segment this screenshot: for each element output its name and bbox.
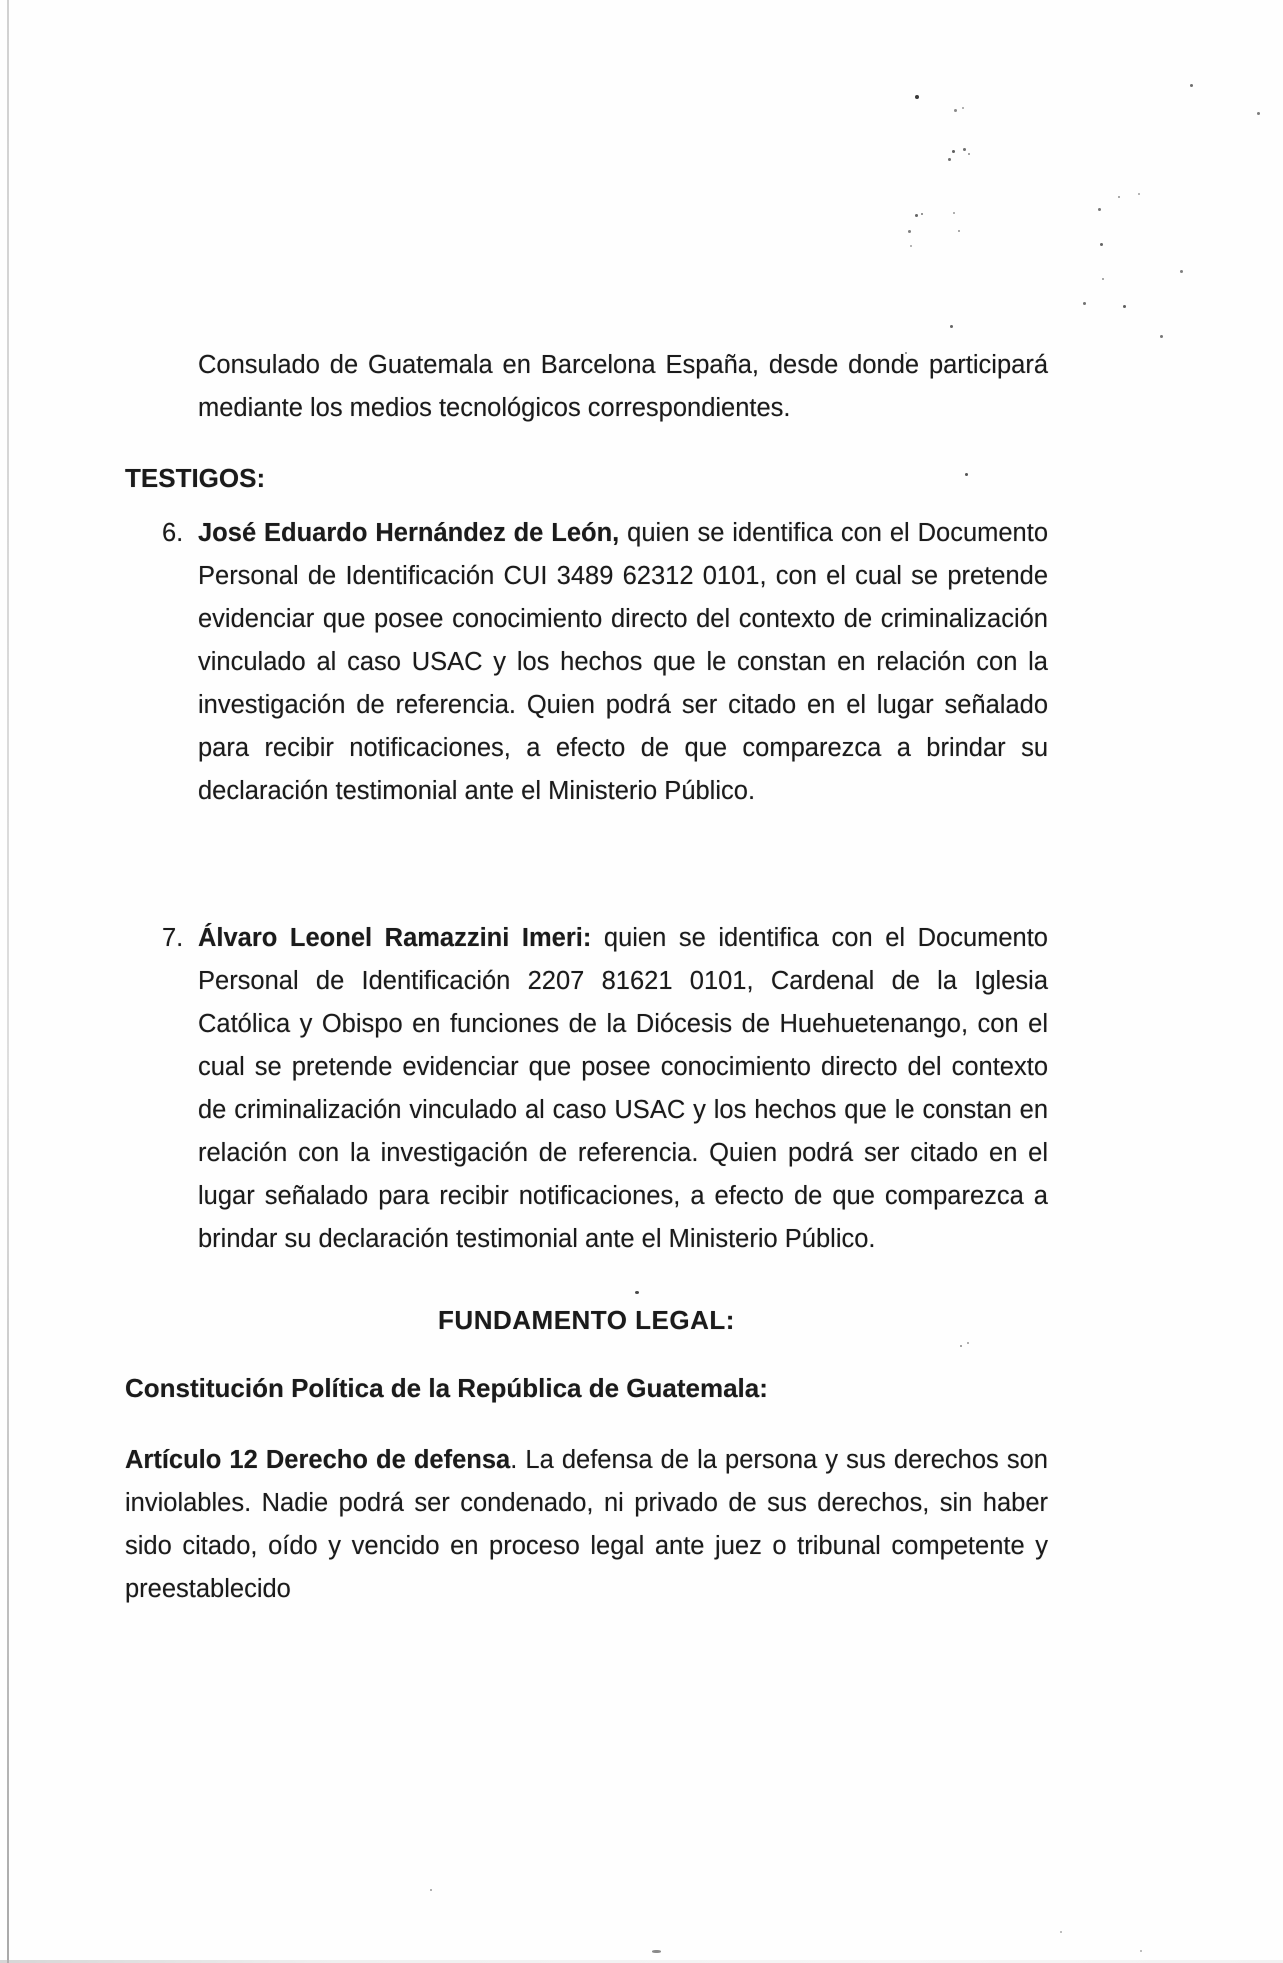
witness-body: quien se identifica con el Documento Personal de Identificación CUI 3489 62312 0101, con el cual se pretende evidenciar que posee conocimiento directo del contexto de criminalización vinculado al caso USAC y los hechos que le constan en relación con la investigación de referencia. Quien podrá ser citado en el lugar señalado para recibir notificaciones, a efecto de que comparezca a brindar su declaración testimonial ante el Ministerio Público.: [198, 519, 1048, 805]
scan-speck: [1180, 270, 1183, 273]
witness-name: Álvaro Leonel Ramazzini Imeri:: [198, 924, 592, 952]
scan-speck: [1123, 305, 1126, 308]
scan-speck: [962, 107, 964, 109]
scan-speck: [910, 245, 912, 247]
scan-speck: [1098, 208, 1101, 211]
scan-speck: [652, 1950, 661, 1953]
scan-speck: [1083, 302, 1086, 305]
scan-speck: [915, 214, 918, 217]
scan-speck: [1102, 278, 1104, 280]
witness-number: 7.: [162, 924, 184, 952]
scan-speck: [1160, 335, 1163, 338]
legal-basis-heading: FUNDAMENTO LEGAL:: [438, 1305, 735, 1335]
scan-speck: [1100, 243, 1103, 246]
scan-speck: [950, 325, 953, 328]
scan-speck: [908, 230, 911, 233]
scan-speck: [1140, 1950, 1142, 1952]
scan-speck: [430, 1889, 432, 1891]
scan-speck: [968, 153, 970, 155]
witness-item-6: [125, 512, 1048, 813]
scan-speck: [958, 230, 960, 232]
article-paragraph: [125, 1439, 1048, 1611]
witness-text: [198, 512, 1048, 813]
scan-speck: [953, 212, 955, 214]
witness-body: quien se identifica con el Documento Personal de Identificación 2207 81621 0101, Cardenal de la Iglesia Católica y Obispo en funciones de la Diócesis de Huehuetenango, con el cual se pretende evidenciar que posee conocimiento directo del contexto de criminalización vinculado al caso USAC y los hechos que le constan en relación con la investigación de referencia. Quien podrá ser citado en el lugar señalado para recibir notificaciones, a efecto de que comparezca a brindar su declaración testimonial ante el Ministerio Público.: [198, 924, 1048, 1253]
scan-speck: [954, 109, 957, 112]
scan-speck: [1257, 112, 1260, 115]
intro-paragraph: Consulado de Guatemala en Barcelona España, desde donde participará mediante los medios tecnológicos correspondientes.: [198, 351, 1048, 422]
scan-speck: [1190, 84, 1193, 87]
article-title: Artículo 12 Derecho de defensa: [125, 1446, 511, 1474]
article-body: . La defensa de la persona y sus derechos son inviolables. Nadie podrá ser condenado, ni privado de sus derechos, sin haber sido citado, oído y vencido en proceso legal ante juez o tribunal competente y preestablecido: [125, 1446, 1048, 1603]
witness-name: José Eduardo Hernández de León,: [198, 519, 620, 547]
scan-speck: [1138, 193, 1140, 195]
witness-text: [198, 917, 1048, 1261]
witnesses-heading: TESTIGOS:: [125, 463, 266, 493]
document-content: [125, 344, 1048, 1611]
scan-speck: [952, 150, 955, 153]
scan-speck: [963, 148, 966, 151]
scan-edge-left-line: [7, 0, 9, 1963]
scan-speck: [1060, 1931, 1062, 1933]
witness-item-7: [125, 917, 1048, 1261]
constitution-heading: Constitución Política de la República de Guatemala:: [125, 1373, 768, 1403]
scan-speck: [1118, 196, 1120, 198]
scan-speck: [915, 95, 919, 99]
scan-speck: [948, 158, 951, 161]
witness-number: 6.: [162, 519, 184, 547]
scan-speck: [921, 213, 923, 215]
